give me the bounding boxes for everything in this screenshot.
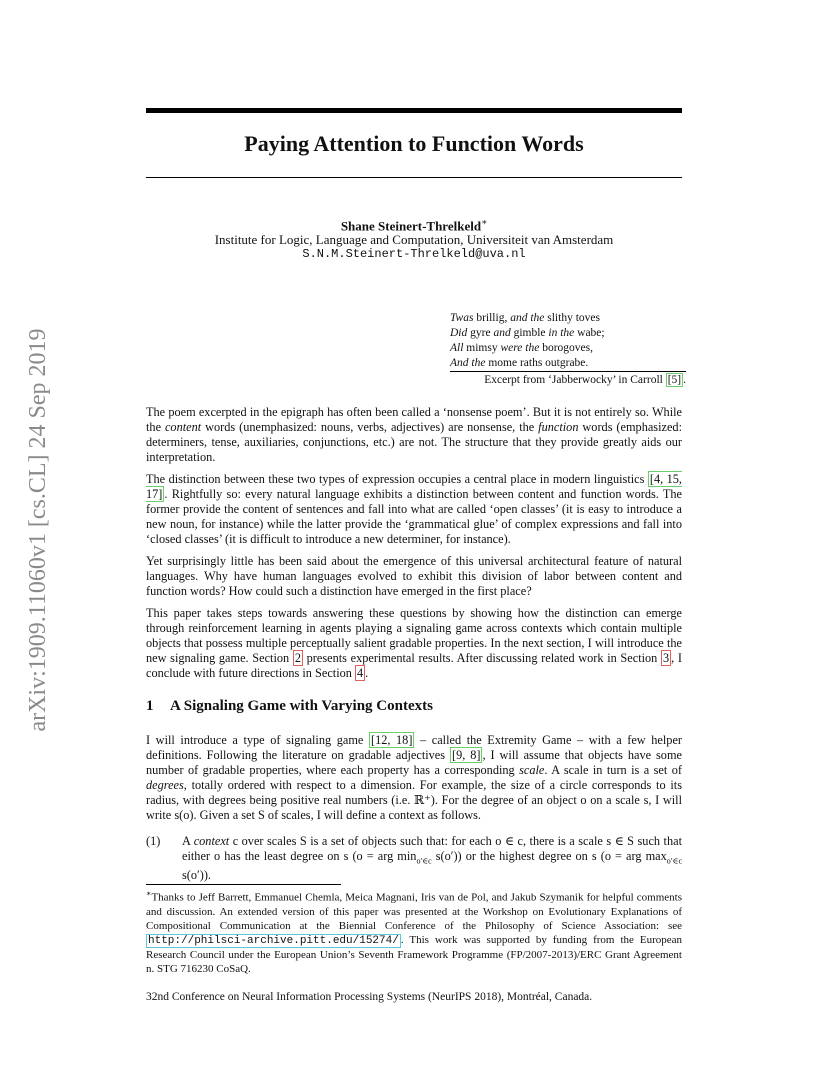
footnote-text-a: Thanks to Jeff Barrett, Emmanuel Chemla, Meica Magnani, Iris van de Pol, and Jakub Szymanik for helpful comments and discussion. An extended version of this paper was presented at the Workshop on Evolutionary Explanations of Compositional Communication at the Biennial Conference of the Philosophy of Science Association: see <box>146 891 682 932</box>
section-number: 1 <box>146 698 154 714</box>
example-number: (1) <box>146 834 161 848</box>
footnote <box>146 887 682 976</box>
author-name-text: Shane Steinert-Threlkeld <box>340 218 482 234</box>
p5-text-e: , totally ordered with respect to a dimension. For example, the size of a circle corresponds to its radius, with degrees being positive real numbers (i.e. ℝ⁺). For the degree of an object o on a scale s, I will write s(o). Given a set S of scales, I will define a context as follows. <box>146 778 682 822</box>
citation-link[interactable]: [5] <box>667 374 682 386</box>
p4-text-d: . <box>365 666 369 680</box>
p4-text-a: This paper takes steps towards answering these questions by showing how the distinction can emerge through reinforcement learning in agents playing a signaling game across contexts which contain multiple objects that possess multiple perceptually salient gradable properties. In the next section, I will introduce the new signaling game. Section <box>146 606 682 665</box>
epigraph-source <box>450 374 686 386</box>
p4-text-c: , I conclude with future directions in Section <box>146 651 682 680</box>
p5-text-d: . A scale in turn is a set of <box>544 763 682 777</box>
section-paragraph <box>146 733 682 823</box>
p5-text-a: I will introduce a type of signaling game <box>146 733 369 747</box>
epigraph-source-end: . <box>683 374 686 386</box>
title-top-rule <box>146 108 682 113</box>
intro-paragraph-3: Yet surprisingly little has been said about the emergence of this universal architectural feature of natural languages. Why have human languages evolved to exhibit this division of labor between content and function words? How could such a distinction have emerged in the first place? <box>146 554 682 598</box>
paper-title: Paying Attention to Function Words <box>244 131 584 156</box>
ex-context-term: context <box>193 834 230 848</box>
intro-paragraph-2 <box>146 472 682 547</box>
epigraph-line-3: All mimsy were the borogoves, <box>450 342 594 354</box>
footnote-rule <box>146 884 341 885</box>
intro-paragraph-1: The poem excerpted in the epigraph has often been called a ‘nonsense poem’. But it is not entirely so. While the content words (unemphasized: nouns, verbs, adjectives) are nonsense, the function words (emphasized: determiners, tense, auxiliaries, conjunctions, etc.) are not. The structure that they provide greatly aids our interpretation. <box>146 405 682 464</box>
p4-text-b: presents experimental results. After discussing related work in Section <box>302 651 661 665</box>
p5-scale-term: scale <box>519 763 545 777</box>
author-footnote-mark[interactable]: ∗ <box>481 217 488 227</box>
footnote-url-link[interactable]: http://philsci-archive.pitt.edu/15274/ <box>148 934 399 947</box>
section-ref-link[interactable]: 3 <box>662 651 670 665</box>
p5-degrees-term: degrees <box>146 778 184 792</box>
epigraph-line-4: And the mome raths outgrabe. <box>450 357 589 369</box>
section-title: A Signaling Game with Varying Contexts <box>170 698 433 714</box>
ex-text-b: c over scales S is a set of objects such that: for each o ∈ c, there is a scale s ∈ S such that either o has the least degree on s (o = arg min <box>182 834 682 863</box>
epigraph-line-1: Twas brillig, and the slithy toves <box>450 312 600 324</box>
p5-text-c: , I will assume that objects have some number of gradable properties, where each property has a corresponding <box>146 748 682 777</box>
ex-sub-1: o′∈c <box>416 856 432 866</box>
author-affiliation: Institute for Logic, Language and Computation, Universiteit van Amsterdam <box>214 232 614 247</box>
citation-link[interactable]: [9, 8] <box>451 748 481 762</box>
ex-text-c: s(o′)) or the highest degree on s (o = arg max <box>431 849 667 863</box>
ex-text-a: A <box>182 834 194 848</box>
title-bottom-rule <box>146 177 682 178</box>
p2-text-a: The distinction between these two types of expression occupies a central place in modern linguistics <box>146 472 648 486</box>
arxiv-sidebar-stamp: arXiv:1909.11060v1 [cs.CL] 24 Sep 2019 <box>25 328 51 732</box>
footnote-text-b: . This work was supported by funding from the European Research Council under the European Union’s Seventh Framework Programme (FP/2007-2013)/ERC Grant Agreement n. STG 716230 CoSaQ. <box>146 933 682 975</box>
citation-link[interactable]: [4, 15, 17] <box>146 472 682 501</box>
citation-link[interactable]: [12, 18] <box>370 733 413 747</box>
p2-text-b: . Rightfully so: every natural language exhibits a distinction between content and function words. The former provide the content of sentences and fall into what are called ‘open classes’ (it is easy to introduce a new noun, for instance) while the latter provide the ‘grammatical glue’ of complex expressions and fall into ‘closed classes’ (it is difficult to introduce a new determiner, for instance). <box>146 487 682 546</box>
epigraph <box>450 311 690 371</box>
intro-paragraph-4 <box>146 606 682 681</box>
example-body <box>182 834 682 883</box>
epigraph-line-2: Did gyre and gimble in the wabe; <box>450 327 605 339</box>
ex-sub-2: o′∈c <box>666 856 682 866</box>
section-ref-link[interactable]: 2 <box>294 651 301 665</box>
epigraph-source-text: Excerpt from ‘Jabberwocky’ in Carroll <box>484 374 666 386</box>
conference-note: 32nd Conference on Neural Information Processing Systems (NeurIPS 2018), Montréal, Canada. <box>146 991 593 1003</box>
section-ref-link[interactable]: 4 <box>357 666 364 680</box>
author-email[interactable]: S.N.M.Steinert-Threlkeld@uva.nl <box>302 247 526 261</box>
ex-text-d: s(o′)). <box>182 868 211 883</box>
p5-text-b: – called the Extremity Game – with a few helper definitions. Following the literature on gradable adjectives <box>146 733 682 762</box>
section-heading <box>146 698 682 715</box>
footnote-mark: ∗ <box>146 889 152 898</box>
epigraph-rule <box>450 371 686 372</box>
